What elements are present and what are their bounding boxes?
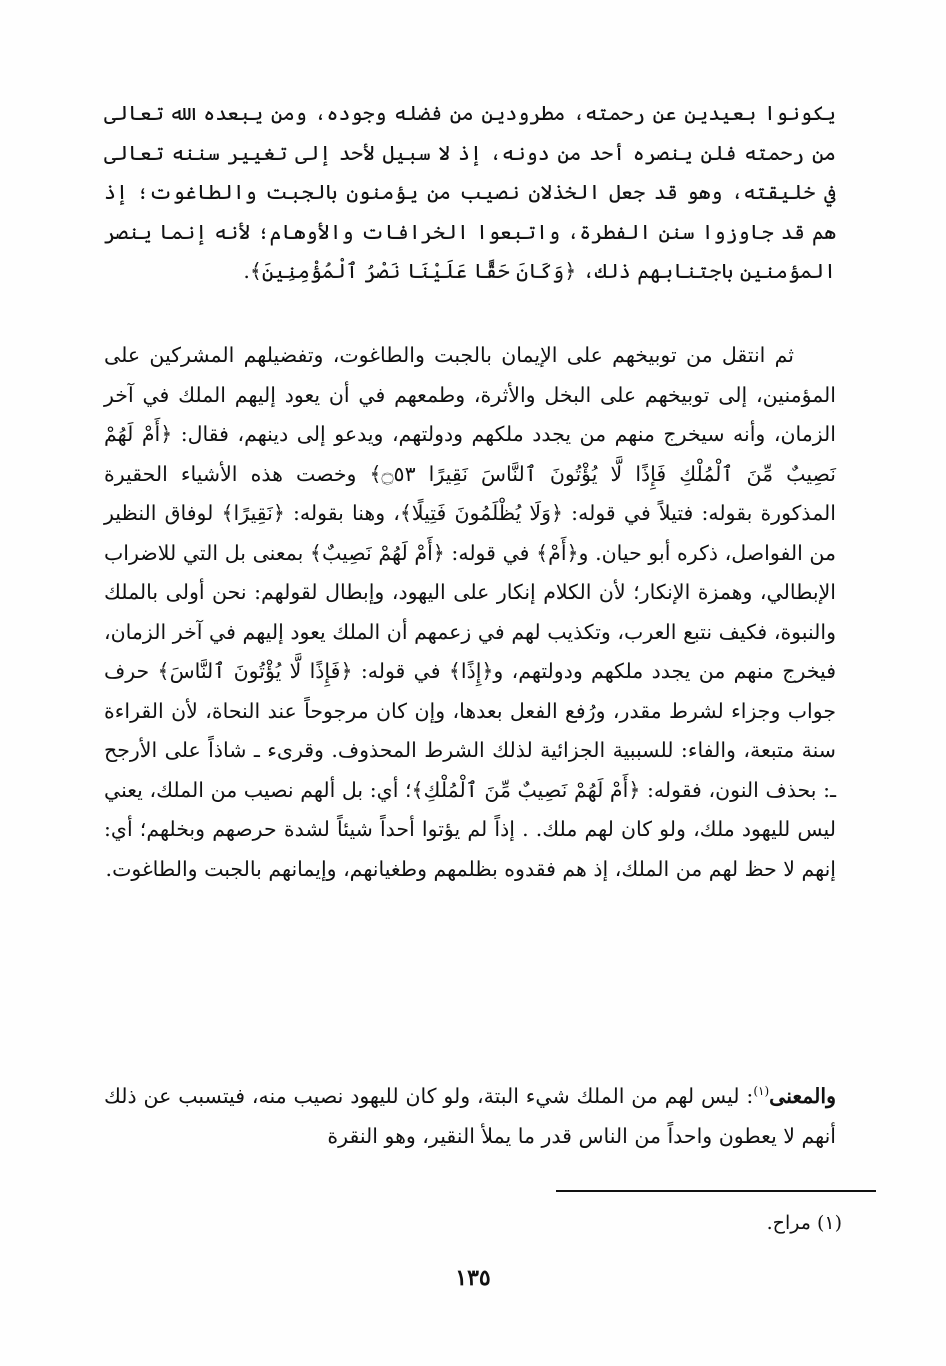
footnote-reference: (١) [753,1084,770,1099]
paragraph-1-text: يكونوا بعيدين عن رحمته، مطرودين من فضله وجوده، ومن يبعده الله تعالى من رحمته فلن ينصره أحد من دونه، إذ لا سبيل لأحد إلى تغيير سننه تعالى في خليقته، وهو قد جعل الخذلان نصيب من يؤمنون بالجبت والطاغوت؛ إذ هم قد جاوزوا سنن الفطرة، واتبعوا الخرافات والأوهام؛ لأنه إنما ينصر المؤمنين باجتنابهم ذلك، ﴿وَكَانَ حَقًّا عَلَيْنَا نَصْرُ ٱلْمُؤْمِنِينَ﴾. [104,101,836,283]
paragraph-3-lead: والمعنى [769,1084,836,1108]
paragraph-2-text: ثم انتقل من توبيخهم على الإيمان بالجبت والطاغوت، وتفضيلهم المشركين على المؤمنين، إلى توبيخهم على البخل والأثرة، وطمعهم في أن يعود إليهم الملك في آخر الزمان، وأنه سيخرج منهم من يجدد ملكهم ودولتهم، ويدعو إلى دينهم، فقال: ﴿أَمْ لَهُمْ نَصِيبٌ مِّنَ ٱلْمُلْكِ فَإِذًا لَّا يُؤْتُونَ ٱلنَّاسَ نَقِيرًا ۝٥٣﴾ وخصت هذه الأشياء الحقيرة المذكورة بقوله: فتيلاً في قوله: ﴿وَلَا يُظْلَمُونَ فَتِيلًا﴾، وهنا بقوله: ﴿نَقِيرًا﴾ لوفاق النظير من الفواصل، ذكره أبو حيان. و﴿أَمْ﴾ في قوله: ﴿أَمْ لَهُمْ نَصِيبٌ﴾ بمعنى بل التي للاضراب الإبطالي، وهمزة الإنكار؛ لأن الكلام إنكار على اليهود، وإبطال لقولهم: نحن أولى بالملك والنبوة، فكيف نتبع العرب، وتكذيب لهم في زعمهم أن الملك يعود إليهم في آخر الزمان، فيخرج منهم من يجدد ملكهم ودولتهم، و﴿إِذًا﴾ في قوله: ﴿فَإِذًا لَّا يُؤْتُونَ ٱلنَّاسَ﴾ حرف جواب وجزاء لشرط مقدر، ورُفع الفعل بعدها، وإن كان مرجوحاً عند النحاة، لأن القراءة سنة متبعة، والفاء: للسببية الجزائية لذلك الشرط المحذوف. وقرىء ـ شاذاً على الأرجح ـ: بحذف النون، فقوله: ﴿أَمْ لَهُمْ نَصِيبٌ مِّنَ ٱلْمُلْكِ﴾؛ أي: بل ألهم نصيب من الملك، يعني ليس لليهود ملك، ولو كان لهم ملك. . إذاً لم يؤتوا أحداً شيئاً لشدة حرصهم وبخلهم؛ أي: إنهم لا حظ لهم من الملك، إذ هم فقدوه بظلمهم وطغيانهم، وإيمانهم بالجبت والطاغوت. [104,343,836,881]
paragraph-3 [104,1077,836,1156]
paragraph-meaning [104,1077,836,1156]
paragraph-continuation [104,94,836,292]
page-number: ١٣٥ [455,1265,491,1291]
footnote [767,1208,842,1238]
footnote-text: مراح. [766,1212,811,1234]
footnote-marker: (١) [816,1212,842,1234]
paragraph-3-text: : ليس لهم من الملك شيء البتة، ولو كان لليهود نصيب منه، فيتسبب عن ذلك أنهم لا يعطون واحداً من الناس قدر ما يملأ النقير، وهو النقرة [104,1084,836,1148]
footnote-divider [556,1190,876,1192]
paragraph-commentary [104,336,836,889]
